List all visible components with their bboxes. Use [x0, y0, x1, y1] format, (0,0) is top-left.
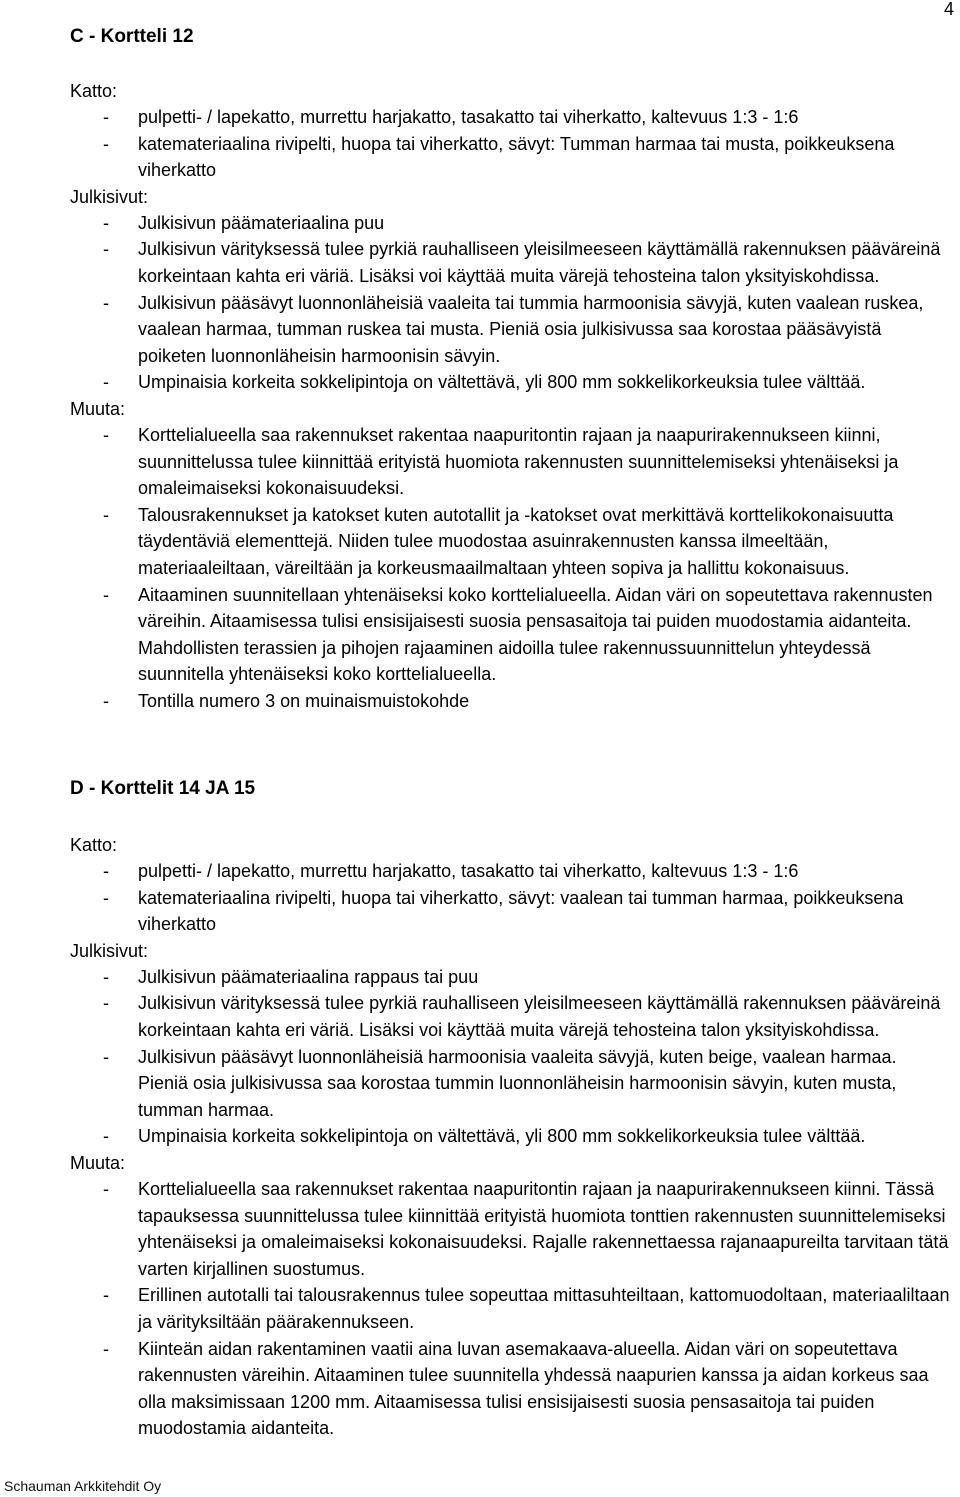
list-item: - Kiinteän aidan rakentaminen vaatii aina luvan asemakaava-alueella. Aidan väri on sopeutettava rakennusten väreihin. Aitaaminen tulee suunnitella yhdessä naapurien kanssa ja aidan korkeus saa olla maksimissaan 1200 mm. Aitaamisessa tulisi ensisijaisesti suosia pensasaitoja tai puiden muodostamia aidanteita.: [103, 1338, 929, 1439]
list-item: - katemateriaalina rivipelti, huopa tai viherkatto, sävyt: Tumman harmaa tai musta, poikkeuksena viherkatto: [103, 133, 895, 181]
facades-label: Julkisivut:: [70, 940, 149, 961]
section-d: [70, 776, 950, 1442]
roof-list: [70, 104, 950, 184]
list-item: - Julkisivun pääsävyt luonnonläheisiä harmoonisia vaaleita sävyjä, kuten beige, vaalean harmaa. Pieniä osia julkisivussa saa korostaa tummin luonnonläheisin harmoonisin sävyin, kuten musta, tumman harmaa.: [103, 1046, 897, 1120]
other-label: Muuta:: [70, 398, 126, 419]
list-item: - Umpinaisia korkeita sokkelipintoja on vältettävä, yli 800 mm sokkelikorkeuksia tulee välttää.: [103, 372, 866, 393]
roof-label: Katto:: [70, 835, 118, 855]
roof-block: [70, 832, 950, 938]
list-item: - Umpinaisia korkeita sokkelipintoja on vältettävä, yli 800 mm sokkelikorkeuksia tulee välttää.: [103, 1126, 866, 1147]
list-item: - Julkisivun pääsävyt luonnonläheisiä vaaleita tai tummia harmoonisia sävyjä, kuten vaalean ruskea, vaalean harmaa, tumman ruskea tai musta. Pieniä osia julkisivussa saa korostaa pääsävyistä poiketen luonnonläheisin harmoonisin sävyin.: [103, 292, 924, 366]
list-item: - pulpetti- / lapekatto, murrettu harjakatto, tasakatto tai viherkatto, kaltevuus 1:3 - 1:6: [103, 107, 799, 127]
list-item: - Julkisivun päämateriaalina rappaus tai puu: [103, 966, 479, 987]
list-item: - Korttelialueella saa rakennukset rakentaa naapuritontin rajaan ja naapurirakennukseen kiinni. Tässä tapauksessa suunnittelussa tulee kiinnittää erityistä huomiota tonttien rakennusten suunnittelemiseksi yhtenäiseksi ja omaleimaiseksi kokonaisuudeksi. Rajalle rakennettaessa rajanaapureilta tarvitaan tätä varten kirjallinen suostumus.: [103, 1178, 949, 1279]
list-item: - Korttelialueella saa rakennukset rakentaa naapuritontin rajaan ja naapurirakennukseen kiinni, suunnittelussa tulee kiinnittää erityistä huomiota rakennusten suunnittelemiseksi yhtenäiseksi ja omaleimaiseksi kokonaisuudeksi.: [103, 424, 899, 499]
footer-company: Schauman Arkkitehdit Oy: [4, 1478, 162, 1494]
other-list: [70, 1176, 950, 1442]
roof-label: Katto:: [70, 81, 118, 101]
list-item: - Tontilla numero 3 on muinaismuistokohde: [103, 690, 470, 711]
section-title: C - Kortteli 12: [70, 26, 194, 47]
roof-block: [70, 78, 950, 184]
facades-block: [70, 938, 950, 1150]
other-block: [70, 396, 950, 715]
facades-list: [70, 964, 950, 1150]
list-item: - Julkisivun värityksessä tulee pyrkiä rauhalliseen yleisilmeeseen käyttämällä rakennuksen pääväreinä korkeintaan kahta eri väriä. Lisäksi voi käyttää muita värejä tehosteina talon yksityiskohdissa.: [103, 993, 941, 1040]
other-label: Muuta:: [70, 1152, 126, 1173]
other-block: [70, 1150, 950, 1442]
list-item: - Talousrakennukset ja katokset kuten autotallit ja -katokset ovat merkittävä korttelikokonaisuutta täydentäviä elementtejä. Niiden tulee muodostaa asuinrakennusten kanssa ilmeeltään, materiaaleiltaan, väreiltään ja korkeusmaailmaltaan yhteen sopiva ja hallittu kokonaisuus.: [103, 504, 894, 578]
list-item: - Julkisivun värityksessä tulee pyrkiä rauhalliseen yleisilmeeseen käyttämällä rakennuksen pääväreinä korkeintaan kahta eri väriä. Lisäksi voi käyttää muita värejä tehosteina talon yksityiskohdissa.: [103, 239, 941, 286]
facades-label: Julkisivut:: [70, 186, 149, 207]
list-item: - pulpetti- / lapekatto, murrettu harjakatto, tasakatto tai viherkatto, kaltevuus 1:3 - 1:6: [103, 861, 799, 881]
roof-list: [70, 858, 950, 938]
section-title: D - Korttelit 14 JA 15: [70, 778, 256, 799]
list-item: - Erillinen autotalli tai talousrakennus tulee sopeuttaa mittasuhteiltaan, kattomuodoltaan, materiaaliltaan ja värityksiltään päärakennukseen.: [103, 1285, 950, 1332]
facades-block: [70, 184, 950, 396]
page-number: 4: [943, 0, 954, 19]
facades-list: [70, 210, 950, 396]
list-item: - katemateriaalina rivipelti, huopa tai viherkatto, sävyt: vaalean tai tumman harmaa, poikkeuksena viherkatto: [103, 887, 904, 935]
section-c: [70, 24, 950, 714]
list-item: - Julkisivun päämateriaalina puu: [103, 212, 385, 233]
other-list: [70, 422, 950, 715]
list-item: - Aitaaminen suunnitellaan yhtenäiseksi koko korttelialueella. Aidan väri on sopeutettava rakennusten väreihin. Aitaamisessa tulisi ensisijaisesti suosia pensasaitoja tai puiden muodostamia aidanteita. Mahdollisten terassien ja pihojen rajaaminen aidoilla tulee rakennussuunnittelun yhteydessä suunnitella yhtenäiseksi koko korttelialueella.: [103, 584, 933, 685]
